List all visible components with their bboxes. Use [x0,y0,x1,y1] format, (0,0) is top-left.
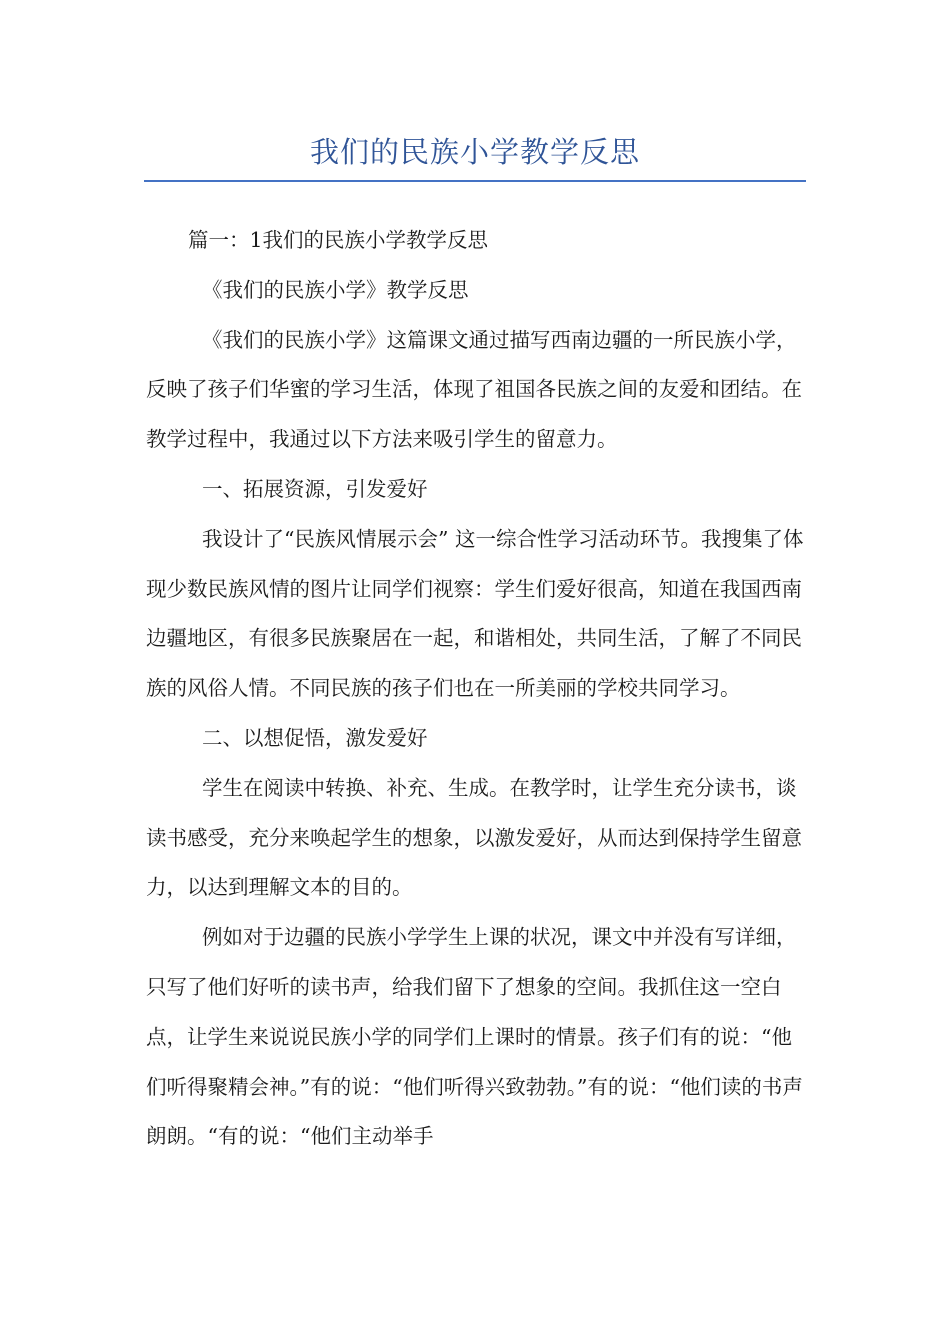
page-title: 我们的民族小学教学反思 [309,135,640,169]
paragraph: 《我们的民族小学》这篇课文通过描写西南边疆的一所民族小学，反映了孩子们华蜜的学习生活，体现了祖国各民族之间的友爱和团结。在教学过程中，我通过以下方法来吸引学生的留意力。 [146,327,802,452]
document-body [146,216,806,1162]
paragraph: 学生在阅读中转换、补充、生成。在教学时，让学生充分读书，谈读书感受，充分来唤起学生的想象，以激发爱好，从而达到保持学生留意力，以达到理解文本的目的。 [146,775,802,900]
section-heading: 二、以想促悟，激发爱好 [202,725,428,750]
section-heading: 一、拓展资源，引发爱好 [202,476,428,501]
paragraph: 我设计了“民族风情展示会” 这一综合性学习活动环节。我搜集了体现少数民族风情的图片让同学们视察：学生们爱好很高，知道在我国西南边疆地区，有很多民族聚居在一起，和谐相处，共同生活，了解了不同民族的风俗人情。不同民族的孩子们也在一所美丽的学校共同学习。 [146,526,804,701]
subtitle: 《我们的民族小学》教学反思 [202,277,469,302]
section-heading: 篇一：1我们的民族小学教学反思 [188,228,489,252]
paragraph: 例如对于边疆的民族小学学生上课的状况，课文中并没有写详细，只写了他们好听的读书声，给我们留下了想象的空间。我抓住这一空白点，让学生来说说民族小学的同学们上课时的情景。孩子们有的说：“他们听得聚精会神。”有的说：“他们听得兴致勃勃。”有的说：“他们读的书声朗朗。“有的说：“他们主动举手 [146,925,803,1149]
title-divider [144,180,806,182]
